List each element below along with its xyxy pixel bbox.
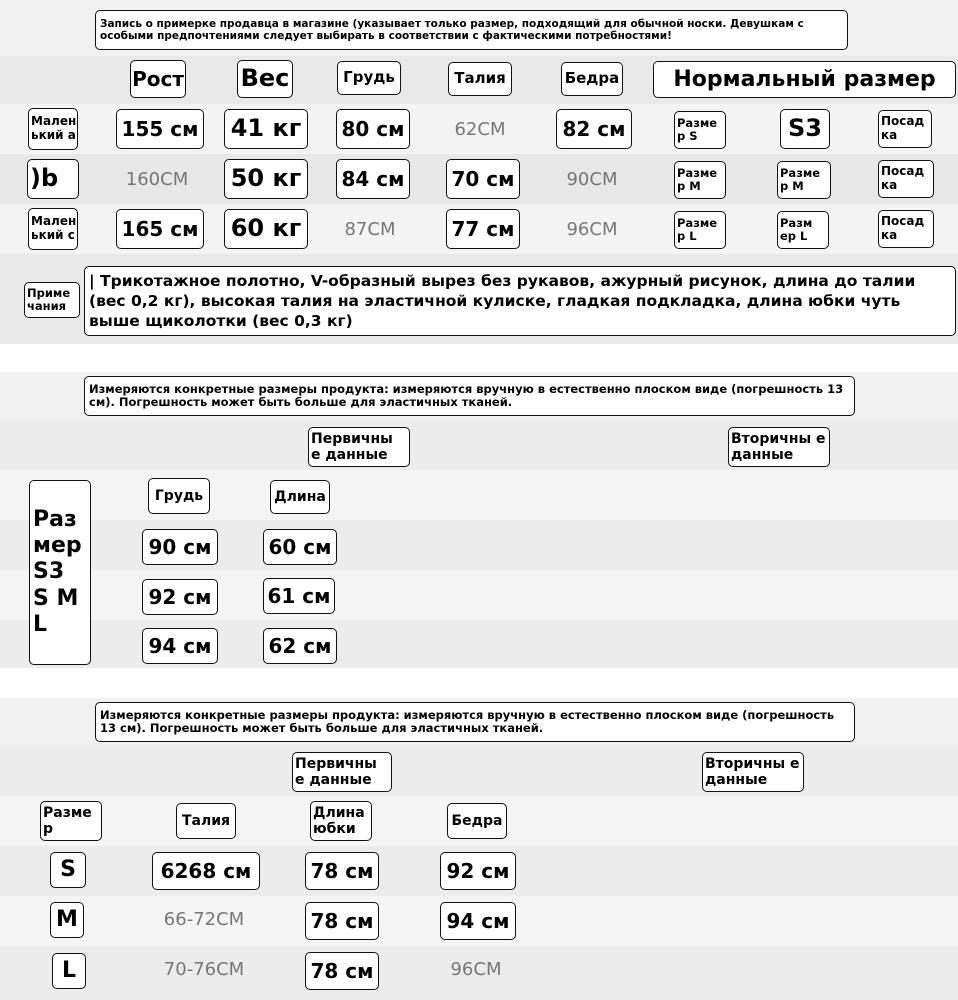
band bbox=[0, 344, 958, 372]
weight-value: 41 кг bbox=[224, 109, 308, 149]
fit-label: Посад ка bbox=[878, 110, 932, 148]
hips-value: 82 см bbox=[556, 109, 632, 149]
length-value: 62 см bbox=[263, 628, 337, 664]
waist-value: 66-72CM bbox=[163, 908, 245, 930]
length-value: 61 см bbox=[263, 578, 335, 614]
col-waist: Талия bbox=[176, 803, 236, 839]
skirt-length-value: 78 см bbox=[305, 852, 379, 890]
waist-value: 62CM bbox=[454, 118, 506, 140]
weight-value: 50 кг bbox=[224, 159, 308, 199]
header-weight: Вес bbox=[237, 60, 293, 98]
header-chest: Грудь bbox=[337, 61, 401, 95]
fit-label: Посад ка bbox=[878, 210, 934, 248]
secondary-data-header: Вторичны е данные bbox=[702, 752, 804, 792]
size-label: Разме р L bbox=[674, 211, 726, 249]
hips-value: 90CM bbox=[566, 168, 618, 190]
chest-value: 94 см bbox=[142, 628, 218, 664]
primary-data-header: Первичны е данные bbox=[292, 752, 392, 792]
size-value: Разм ер L bbox=[777, 211, 829, 249]
size-value: L bbox=[52, 953, 86, 989]
remarks-label: Приме чания bbox=[24, 282, 80, 318]
col-chest: Грудь bbox=[148, 478, 210, 514]
hips-value: 92 см bbox=[440, 852, 516, 890]
measure-note: Измеряются конкретные размеры продукта: измеряются вручную в естественно плоском виде (погрешность 13 см). Погрешность может быть больше для эластичных тканей. bbox=[84, 376, 855, 416]
row-label: )b bbox=[27, 159, 79, 199]
fit-label: Посад ка bbox=[878, 160, 934, 198]
col-skirt-length: Длина юбки bbox=[310, 801, 372, 841]
secondary-data-header: Вторичны е данные bbox=[728, 427, 830, 467]
row-label: Мален ький с bbox=[28, 208, 78, 250]
chest-value: 84 см bbox=[336, 159, 410, 199]
chest-value: 80 см bbox=[336, 109, 410, 149]
size-header: Разме р bbox=[40, 801, 102, 841]
band bbox=[0, 668, 958, 698]
height-value: 155 см bbox=[116, 109, 204, 149]
waist-value: 77 см bbox=[446, 209, 520, 249]
hips-value: 96CM bbox=[450, 958, 502, 980]
header-normal-size: Нормальный размер bbox=[653, 61, 956, 98]
measure-note: Измеряются конкретные размеры продукта: измеряются вручную в естественно плоском виде (погрешность 13 см). Погрешность может быть больше для эластичных тканей. bbox=[95, 702, 855, 742]
hips-value: 94 см bbox=[440, 902, 516, 940]
waist-value: 70 см bbox=[446, 159, 520, 199]
fitting-note: Запись о примерке продавца в магазине (указывает только размер, подходящий для обычной носки. Девушкам с особыми предпочтениями следует выбирать в соответствии с фактическими потребностями! bbox=[95, 10, 848, 50]
weight-value: 60 кг bbox=[224, 209, 308, 249]
size-value: M bbox=[50, 902, 84, 938]
chest-value: 92 см bbox=[142, 579, 218, 615]
col-hips: Бедра bbox=[447, 803, 507, 839]
header-waist: Талия bbox=[448, 62, 512, 96]
size-value: Разме р M bbox=[777, 161, 831, 199]
row-label: Мален ький а bbox=[28, 108, 78, 150]
size-value: S bbox=[50, 852, 86, 888]
size-label: Разме р S bbox=[674, 111, 726, 149]
header-height: Рост bbox=[130, 60, 186, 98]
chest-value: 90 см bbox=[142, 529, 218, 565]
height-value: 160CM bbox=[125, 168, 189, 190]
skirt-length-value: 78 см bbox=[305, 902, 379, 940]
length-value: 60 см bbox=[263, 529, 337, 565]
size-label: Разме р M bbox=[674, 161, 726, 199]
skirt-length-value: 78 см bbox=[305, 952, 379, 990]
band bbox=[0, 470, 958, 520]
header-hips: Бедра bbox=[561, 62, 623, 96]
height-value: 165 см bbox=[116, 209, 204, 249]
primary-data-header: Первичны е данные bbox=[308, 427, 410, 467]
band bbox=[0, 746, 958, 796]
waist-value: 6268 см bbox=[152, 852, 260, 890]
chest-value: 87CM bbox=[344, 218, 396, 240]
hips-value: 96CM bbox=[566, 218, 618, 240]
remarks-text: | Трикотажное полотно, V-образный вырез без рукавов, ажурный рисунок, длина до талии (вес 0,2 кг), высокая талия на эластичной кулиске, гладкая подкладка, длина юбки чуть выше щиколотки (вес 0,3 кг) bbox=[84, 266, 956, 336]
size-header: Раз мер S3 S M L bbox=[29, 480, 91, 665]
col-length: Длина bbox=[270, 480, 330, 514]
waist-value: 70-76CM bbox=[163, 958, 245, 980]
size-value: S3 bbox=[780, 109, 830, 149]
